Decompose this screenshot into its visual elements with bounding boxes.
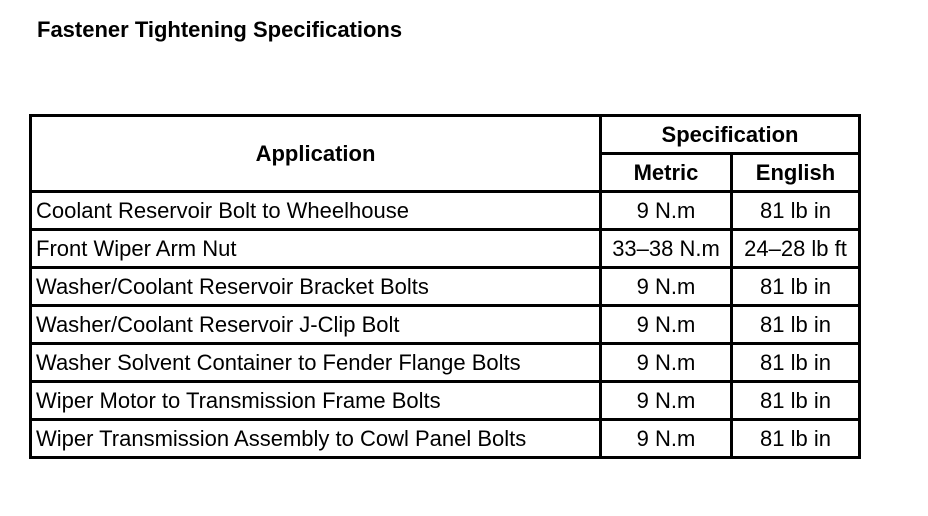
table-row xyxy=(31,192,860,230)
cell-metric: 9 N.m xyxy=(601,192,732,230)
cell-english: 81 lb in xyxy=(732,192,860,230)
cell-english: 81 lb in xyxy=(732,268,860,306)
table-row xyxy=(31,344,860,382)
cell-application: Washer/Coolant Reservoir Bracket Bolts xyxy=(31,268,601,306)
cell-application: Washer Solvent Container to Fender Flange Bolts xyxy=(31,344,601,382)
cell-application: Wiper Motor to Transmission Frame Bolts xyxy=(31,382,601,420)
cell-application: Front Wiper Arm Nut xyxy=(31,230,601,268)
header-english: English xyxy=(732,154,860,192)
cell-english: 81 lb in xyxy=(732,382,860,420)
table-row xyxy=(31,420,860,458)
cell-metric: 9 N.m xyxy=(601,420,732,458)
cell-english: 81 lb in xyxy=(732,420,860,458)
cell-english: 24–28 lb ft xyxy=(732,230,860,268)
document-title: Fastener Tightening Specifications xyxy=(37,17,403,42)
table-header-row xyxy=(31,116,860,154)
cell-metric: 33–38 N.m xyxy=(601,230,732,268)
cell-application: Washer/Coolant Reservoir J-Clip Bolt xyxy=(31,306,601,344)
cell-metric: 9 N.m xyxy=(601,268,732,306)
cell-metric: 9 N.m xyxy=(601,344,732,382)
cell-english: 81 lb in xyxy=(732,344,860,382)
cell-metric: 9 N.m xyxy=(601,382,732,420)
table-row xyxy=(31,230,860,268)
table-row xyxy=(31,382,860,420)
table-row xyxy=(31,306,860,344)
header-metric: Metric xyxy=(601,154,732,192)
cell-application: Wiper Transmission Assembly to Cowl Panel Bolts xyxy=(31,420,601,458)
cell-application: Coolant Reservoir Bolt to Wheelhouse xyxy=(31,192,601,230)
fastener-spec-table xyxy=(29,114,861,459)
header-application: Application xyxy=(31,116,601,192)
table-row xyxy=(31,268,860,306)
header-specification: Specification xyxy=(601,116,860,154)
cell-english: 81 lb in xyxy=(732,306,860,344)
cell-metric: 9 N.m xyxy=(601,306,732,344)
